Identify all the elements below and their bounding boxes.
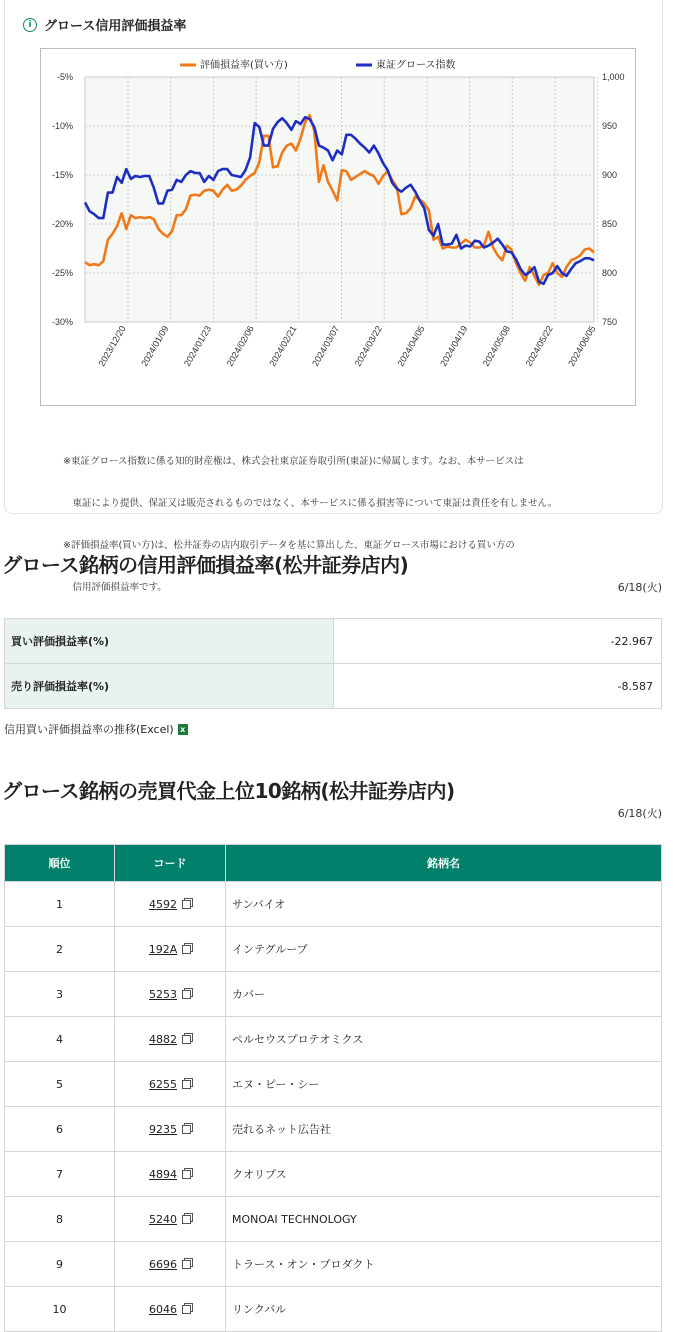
stock-name-cell: リンクバル [226,1287,662,1332]
rank-cell: 2 [5,927,115,972]
ranking-table [4,844,662,1332]
copy-icon[interactable] [182,945,191,954]
section-title-ranking: グロース銘柄の売買代金上位10銘柄(松井証券店内) [2,779,455,803]
x-tick-label: 2024/05/08 [480,324,513,369]
x-tick-label: 2024/02/06 [224,324,256,369]
header-rank: 順位 [5,845,115,882]
stock-code-link[interactable]: 9235 [149,1122,177,1136]
table-row [5,1062,662,1107]
code-cell [115,1152,226,1197]
legend-label: 評価損益率(買い方) [200,60,288,71]
stock-code-link[interactable]: 192A [148,942,178,956]
copy-icon[interactable] [182,1215,191,1224]
copy-icon[interactable] [182,1125,191,1134]
note-line: 東証により提供、保証又は販売されるものではなく、本サービスに係る損害等について東証は責任を有しません。 [63,498,558,509]
code-cell [115,882,226,927]
stock-code-link[interactable]: 5240 [149,1212,177,1226]
x-tick-label: 2024/03/07 [310,324,342,369]
excel-icon[interactable]: x [178,724,188,735]
info-icon[interactable]: i [23,18,37,32]
code-cell [115,1287,226,1332]
table-row [5,1107,662,1152]
chart-frame [40,48,636,406]
x-tick-label: 2024/01/09 [139,324,171,369]
table-row [5,1152,662,1197]
stock-code-link[interactable]: 4882 [149,1032,177,1046]
header-name: 銘柄名 [226,845,662,882]
x-tick-label: 2024/03/22 [352,324,384,369]
x-tick-label: 2024/02/21 [267,324,299,369]
table-header-row [5,845,662,882]
rank-cell: 6 [5,1107,115,1152]
y-left-tick-label: -25% [51,268,73,278]
x-tick-label: 2024/04/19 [438,324,470,369]
code-cell [115,1242,226,1287]
y-left-tick-label: -10% [51,121,73,131]
stock-name-cell: ペルセウスプロテオミクス [226,1017,662,1062]
rank-cell: 7 [5,1152,115,1197]
rate-table [4,618,662,709]
stock-code-link[interactable]: 4894 [149,1167,177,1181]
x-tick-label: 2023/12/20 [96,324,128,369]
copy-icon[interactable] [182,1305,191,1314]
stock-code-link[interactable]: 5253 [149,987,177,1001]
chart-title [23,15,186,34]
stock-code-link[interactable]: 6696 [149,1257,177,1271]
stock-name-cell: MONOAI TECHNOLOGY [226,1197,662,1242]
stock-name-cell: エヌ・ピー・シー [226,1062,662,1107]
stock-code-link[interactable]: 4592 [149,897,177,911]
x-tick-label: 2024/01/23 [181,324,214,369]
note-line: ※東証グロース指数に係る知的財産権は、株式会社東京証券取引所(東証)に帰属します。なお、本サービスは [63,456,524,467]
y-right-tick-label: 950 [602,121,618,131]
copy-icon[interactable] [182,900,191,909]
table-row [5,619,662,664]
sell-rate-value: -8.587 [334,664,662,709]
rank-cell: 8 [5,1197,115,1242]
y-left-tick-label: -20% [51,219,73,229]
stock-name-cell: カバー [226,972,662,1017]
table-row [5,972,662,1017]
header-code: コード [115,845,226,882]
excel-download-link[interactable] [4,721,188,737]
chart-title-text: グロース信用評価損益率 [44,19,187,34]
buy-rate-value: -22.967 [334,619,662,664]
stock-name-cell: インテグループ [226,927,662,972]
y-right-tick-label: 1,000 [602,72,625,82]
ranking-body [5,882,662,1332]
rank-cell: 10 [5,1287,115,1332]
copy-icon[interactable] [182,1260,191,1269]
stock-name-cell: クオリプス [226,1152,662,1197]
code-cell [115,1197,226,1242]
table-row [5,882,662,927]
note-line: ※評価損益率(買い方)は、松井証券の店内取引データを基に算出した、東証グロース市場における買い方の [63,540,515,551]
copy-icon[interactable] [182,1080,191,1089]
rank-cell: 4 [5,1017,115,1062]
y-right-tick-label: 750 [602,317,618,327]
y-right-tick-label: 900 [602,170,618,180]
stock-name-cell: サンバイオ [226,882,662,927]
rank-cell: 1 [5,882,115,927]
rank-cell: 9 [5,1242,115,1287]
section-title-rate: グロース銘柄の信用評価損益率(松井証券店内) [2,553,409,577]
excel-link-text[interactable]: 信用買い評価損益率の推移(Excel) [4,723,174,736]
table-row [5,1287,662,1332]
rate-date: 6/18(火) [617,581,662,594]
stock-name-cell: 売れるネット広告社 [226,1107,662,1152]
copy-icon[interactable] [182,1035,191,1044]
stock-code-link[interactable]: 6255 [149,1077,177,1091]
stock-code-link[interactable]: 6046 [149,1302,177,1316]
x-tick-label: 2024/06/05 [566,324,598,369]
y-right-tick-label: 800 [602,268,618,278]
legend-label: 東証グロース指数 [376,60,456,71]
code-cell [115,972,226,1017]
code-cell [115,927,226,972]
line-chart [41,49,635,405]
copy-icon[interactable] [182,1170,191,1179]
table-row [5,1017,662,1062]
rank-cell: 3 [5,972,115,1017]
copy-icon[interactable] [182,990,191,999]
code-cell [115,1017,226,1062]
sell-rate-label: 売り評価損益率(%) [5,664,334,709]
y-left-tick-label: -5% [56,72,73,82]
table-row [5,927,662,972]
buy-rate-label: 買い評価損益率(%) [5,619,334,664]
y-right-tick-label: 850 [602,219,618,229]
stock-name-cell: トラース・オン・プロダクト [226,1242,662,1287]
x-tick-label: 2024/04/05 [395,324,427,369]
x-tick-label: 2024/05/22 [523,324,555,369]
code-cell [115,1062,226,1107]
note-line: 信用評価損益率です。 [63,582,167,593]
y-left-tick-label: -15% [51,170,73,180]
rank-cell: 5 [5,1062,115,1107]
y-left-tick-label: -30% [51,317,73,327]
table-row [5,1197,662,1242]
code-cell [115,1107,226,1152]
table-row [5,664,662,709]
ranking-date: 6/18(火) [617,807,662,820]
table-row [5,1242,662,1287]
plot-area [85,77,594,322]
chart-notes [63,427,557,623]
